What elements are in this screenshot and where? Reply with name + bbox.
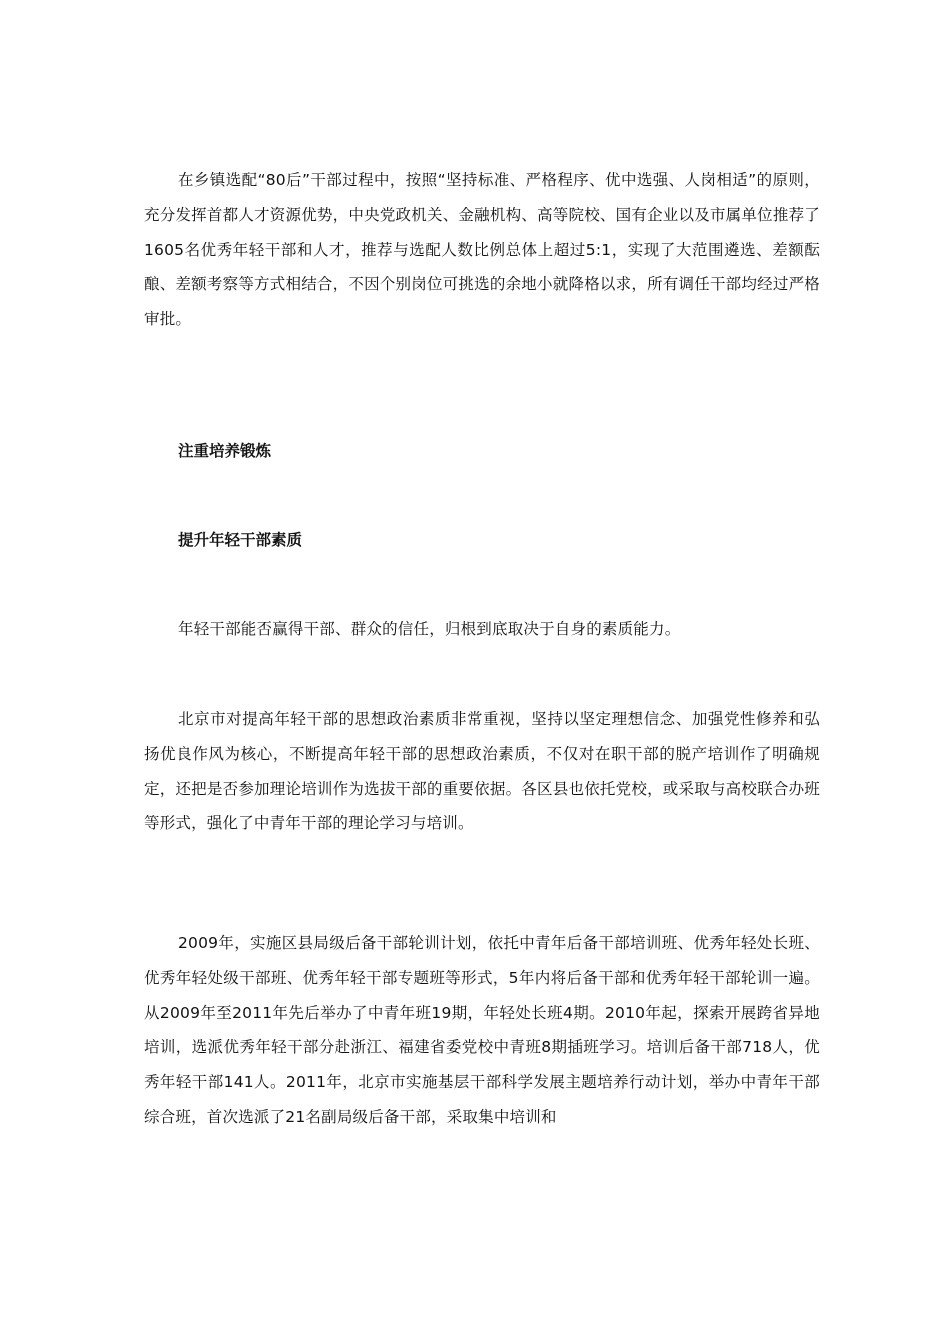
body-paragraph: 北京市对提高年轻干部的思想政治素质非常重视，坚持以坚定理想信念、加强党性修养和弘扬优良作风为核心，不断提高年轻干部的思想政治素质，不仅对在职干部的脱产培训作了明确规定，还把是否参加理论培训作为选拔干部的重要依据。各区县也依托党校，或采取与高校联合办班等形式，强化了中青年干部的理论学习与培训。 — [144, 710, 820, 833]
body-paragraph: 年轻干部能否赢得干部、群众的信任，归根到底取决于自身的素质能力。 — [178, 620, 681, 638]
section-heading: 注重培养锻炼 — [178, 442, 272, 460]
body-paragraph: 2009年，实施区县局级后备干部轮训计划，依托中青年后备干部培训班、优秀年轻处长班、优秀年轻处级干部班、优秀年轻干部专题班等形式，5年内将后备干部和优秀年轻干部轮训一遍。从2009年至2011年先后举办了中青年班19期，年轻处长班4期。2010年起，探索开展跨省异地培训，选派优秀年轻干部分赴浙江、福建省委党校中青班8期插班学习。培训后备干部718人，优秀年轻干部141人。2011年，北京市实施基层干部科学发展主题培养行动计划，举办中青年干部综合班，首次选派了21名副局级后备干部，采取集中培训和 — [144, 934, 820, 1126]
section-subheading: 提升年轻干部素质 — [178, 531, 303, 549]
body-paragraph: 在乡镇选配“80后”干部过程中，按照“坚持标准、严格程序、优中选强、人岗相适”的原则，充分发挥首都人才资源优势，中央党政机关、金融机构、高等院校、国有企业以及市属单位推荐了1605名优秀年轻干部和人才，推荐与选配人数比例总体上超过5:1，实现了大范围遴选、差额酝酿、差额考察等方式相结合，不因个别岗位可挑选的余地小就降格以求，所有调任干部均经过严格审批。 — [144, 171, 820, 329]
